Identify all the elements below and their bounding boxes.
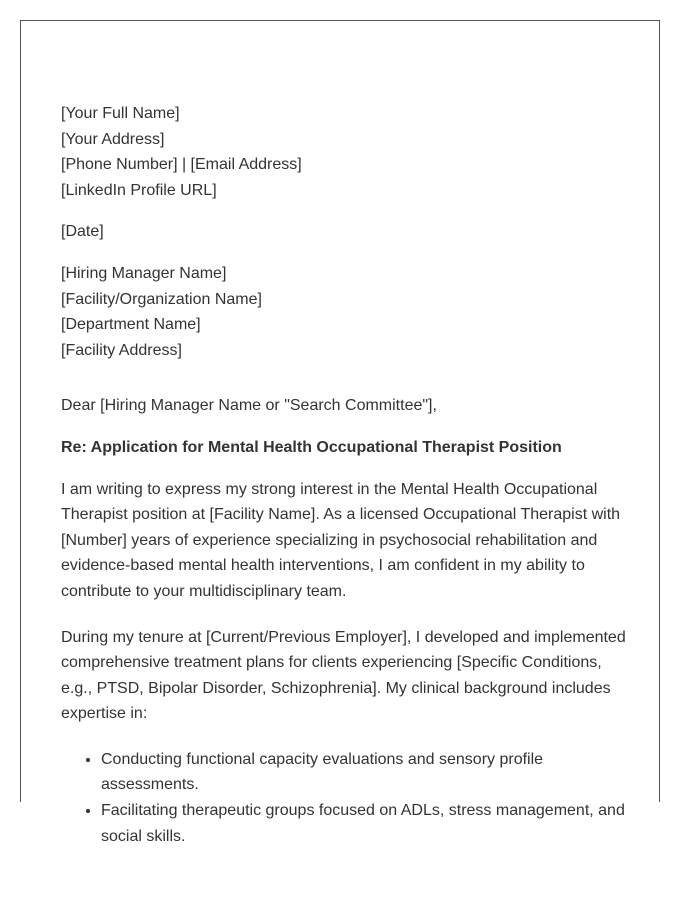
- sender-linkedin: [LinkedIn Profile URL]: [61, 181, 217, 199]
- list-item: • Facilitating therapeutic groups focused on ADLs, stress management, and social skills.: [101, 798, 631, 849]
- letter-date: [Date]: [61, 223, 104, 241]
- recipient-address: [Facility Address]: [61, 341, 182, 359]
- letter-content: [61, 101, 631, 849]
- recipient-block: [61, 261, 631, 363]
- body-paragraph: I am writing to express my strong interest in the Mental Health Occupational Therapist position at [Facility Name]. As a licensed Occupational Therapist with [Number] years of experience specializing in psychosocial rehabilitation and evidence-based mental health interventions, I am confident in my ability to contribute to your multidisciplinary team.: [61, 480, 621, 600]
- sender-contact: [Phone Number] | [Email Address]: [61, 156, 302, 174]
- recipient-name: [Hiring Manager Name]: [61, 264, 227, 282]
- recipient-department: [Department Name]: [61, 316, 201, 334]
- date-block: [61, 219, 631, 245]
- expertise-list: [61, 747, 631, 849]
- list-item: • Conducting functional capacity evaluations and sensory profile assessments.: [101, 747, 631, 798]
- recipient-organization: [Facility/Organization Name]: [61, 290, 262, 308]
- body-paragraph: During my tenure at [Current/Previous Employer], I developed and implemented comprehensive treatment plans for clients experiencing [Specific Conditions, e.g., PTSD, Bipolar Disorder, Schizophrenia]. My clinical background includes expertise in:: [61, 628, 626, 723]
- letter-page: [20, 20, 660, 845]
- subject-line: Re: Application for Mental Health Occupational Therapist Position: [61, 438, 562, 456]
- sender-address: [Your Address]: [61, 130, 165, 148]
- sender-name: [Your Full Name]: [61, 105, 180, 122]
- salutation: Dear [Hiring Manager Name or "Search Committee"],: [61, 397, 437, 415]
- sender-block: [61, 101, 631, 203]
